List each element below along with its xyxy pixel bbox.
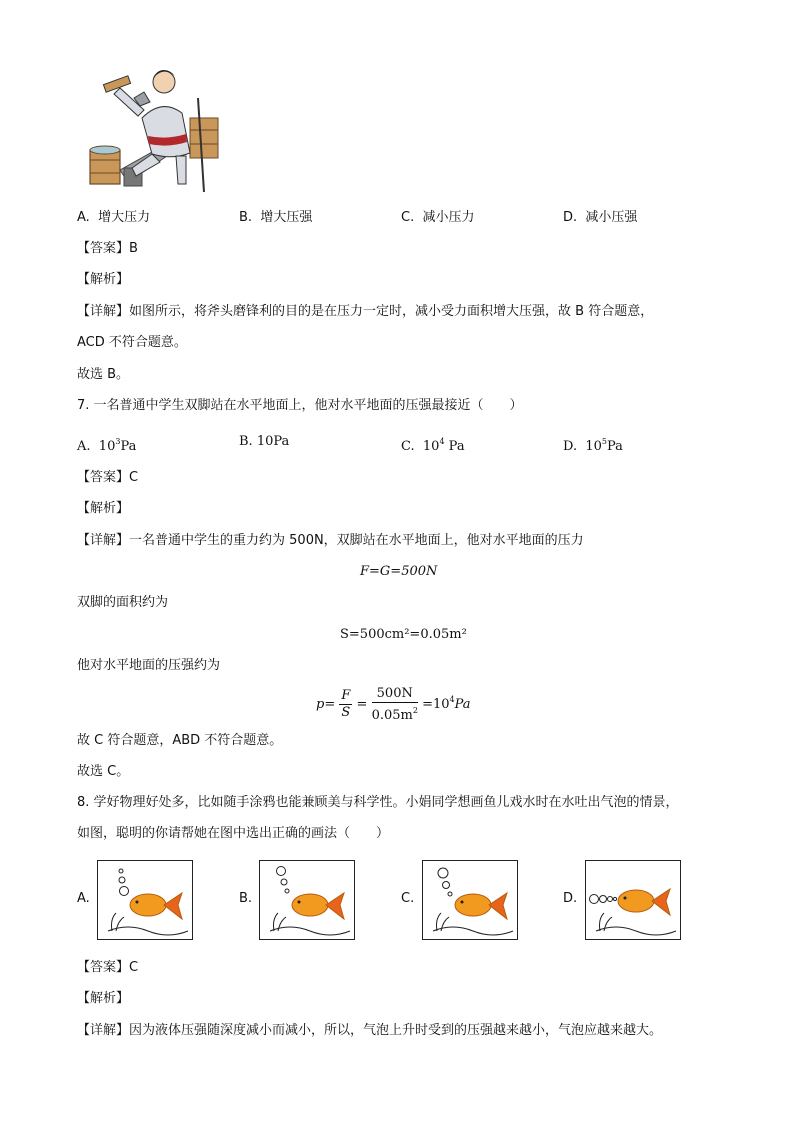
q6-option-d: D. 减小压强 (563, 210, 638, 225)
q7-question: 7. 一名普通中学生双脚站在水平地面上，他对水平地面的压强最接近（ ） (77, 398, 523, 413)
q7-answer: 【答案】C (77, 470, 139, 485)
q7-text-area: 双脚的面积约为 (77, 595, 169, 610)
q7-detail: 【详解】一名普通中学生的重力约为 500N，双脚站在水平地面上，他对水平地面的压力 (77, 533, 584, 548)
q8-question-line1: 8. 学好物理好处多，比如随手涂鸦也能兼顾美与科学性。小娟同学想画鱼儿戏水时在水吐出气泡的情景， (77, 795, 679, 810)
q7-option-c: C. $10^4$ Pa (401, 437, 465, 454)
q6-option-b: B. 增大压强 (239, 210, 313, 225)
q6-conclusion: 故选 B。 (77, 367, 130, 382)
q8-analysis-label: 【解析】 (77, 991, 130, 1006)
axe-sharpening-illustration (72, 58, 228, 198)
fish-picture-d (585, 860, 681, 940)
q8-label-a: A. (77, 891, 90, 906)
fish-picture-b (259, 860, 355, 940)
fraction-f-over-s: $\frac{F}{S}$ (341, 688, 351, 720)
q8-answer: 【答案】C (77, 960, 139, 975)
q8-label-c: C. (401, 891, 415, 906)
q7-conclusion-2: 故选 C。 (77, 764, 130, 779)
q7-option-b: B. 10Pa (239, 434, 290, 449)
q7-option-d: D. $10^5Pa$ (563, 437, 623, 454)
q6-detail: 【详解】如图所示，将斧头磨锋利的目的是在压力一定时，减小受力面积增大压强，故 B 符合题意， (77, 304, 654, 319)
q7-conclusion-1: 故 C 符合题意，ABD 不符合题意。 (77, 733, 283, 748)
q8-detail: 【详解】因为液体压强随深度减小而减小，所以，气泡上升时受到的压强越来越小，气泡应越来越大。 (77, 1023, 663, 1038)
q7-equation-pressure: p= $\frac{F}{S}$ = $\frac{500N}{0.05m^2}$ $=10^4Pa$ (316, 685, 471, 723)
q8-label-d: D. (563, 891, 578, 906)
q6-answer: 【答案】B (77, 241, 138, 256)
q7-equation-force: F=G=500N (360, 564, 438, 579)
q7-equation-area: S=500cm²=0.05m² (340, 627, 467, 642)
q6-option-a: A. 增大压力 (77, 210, 151, 225)
q7-analysis-label: 【解析】 (77, 501, 130, 516)
q6-option-c: C. 减小压力 (401, 210, 475, 225)
q6-detail-line2: ACD 不符合题意。 (77, 335, 187, 350)
q6-analysis-label: 【解析】 (77, 272, 130, 287)
fish-picture-a (97, 860, 193, 940)
q7-option-a: A. $10^3Pa$ (77, 437, 137, 454)
q7-text-pressure: 他对水平地面的压强约为 (77, 658, 221, 673)
q8-label-b: B. (239, 891, 253, 906)
fish-picture-c (422, 860, 518, 940)
fraction-500n-over-area: $\frac{500N}{0.05m^2}$ (371, 685, 418, 723)
q8-question-line2: 如图，聪明的你请帮她在图中选出正确的画法（ ） (77, 826, 390, 841)
